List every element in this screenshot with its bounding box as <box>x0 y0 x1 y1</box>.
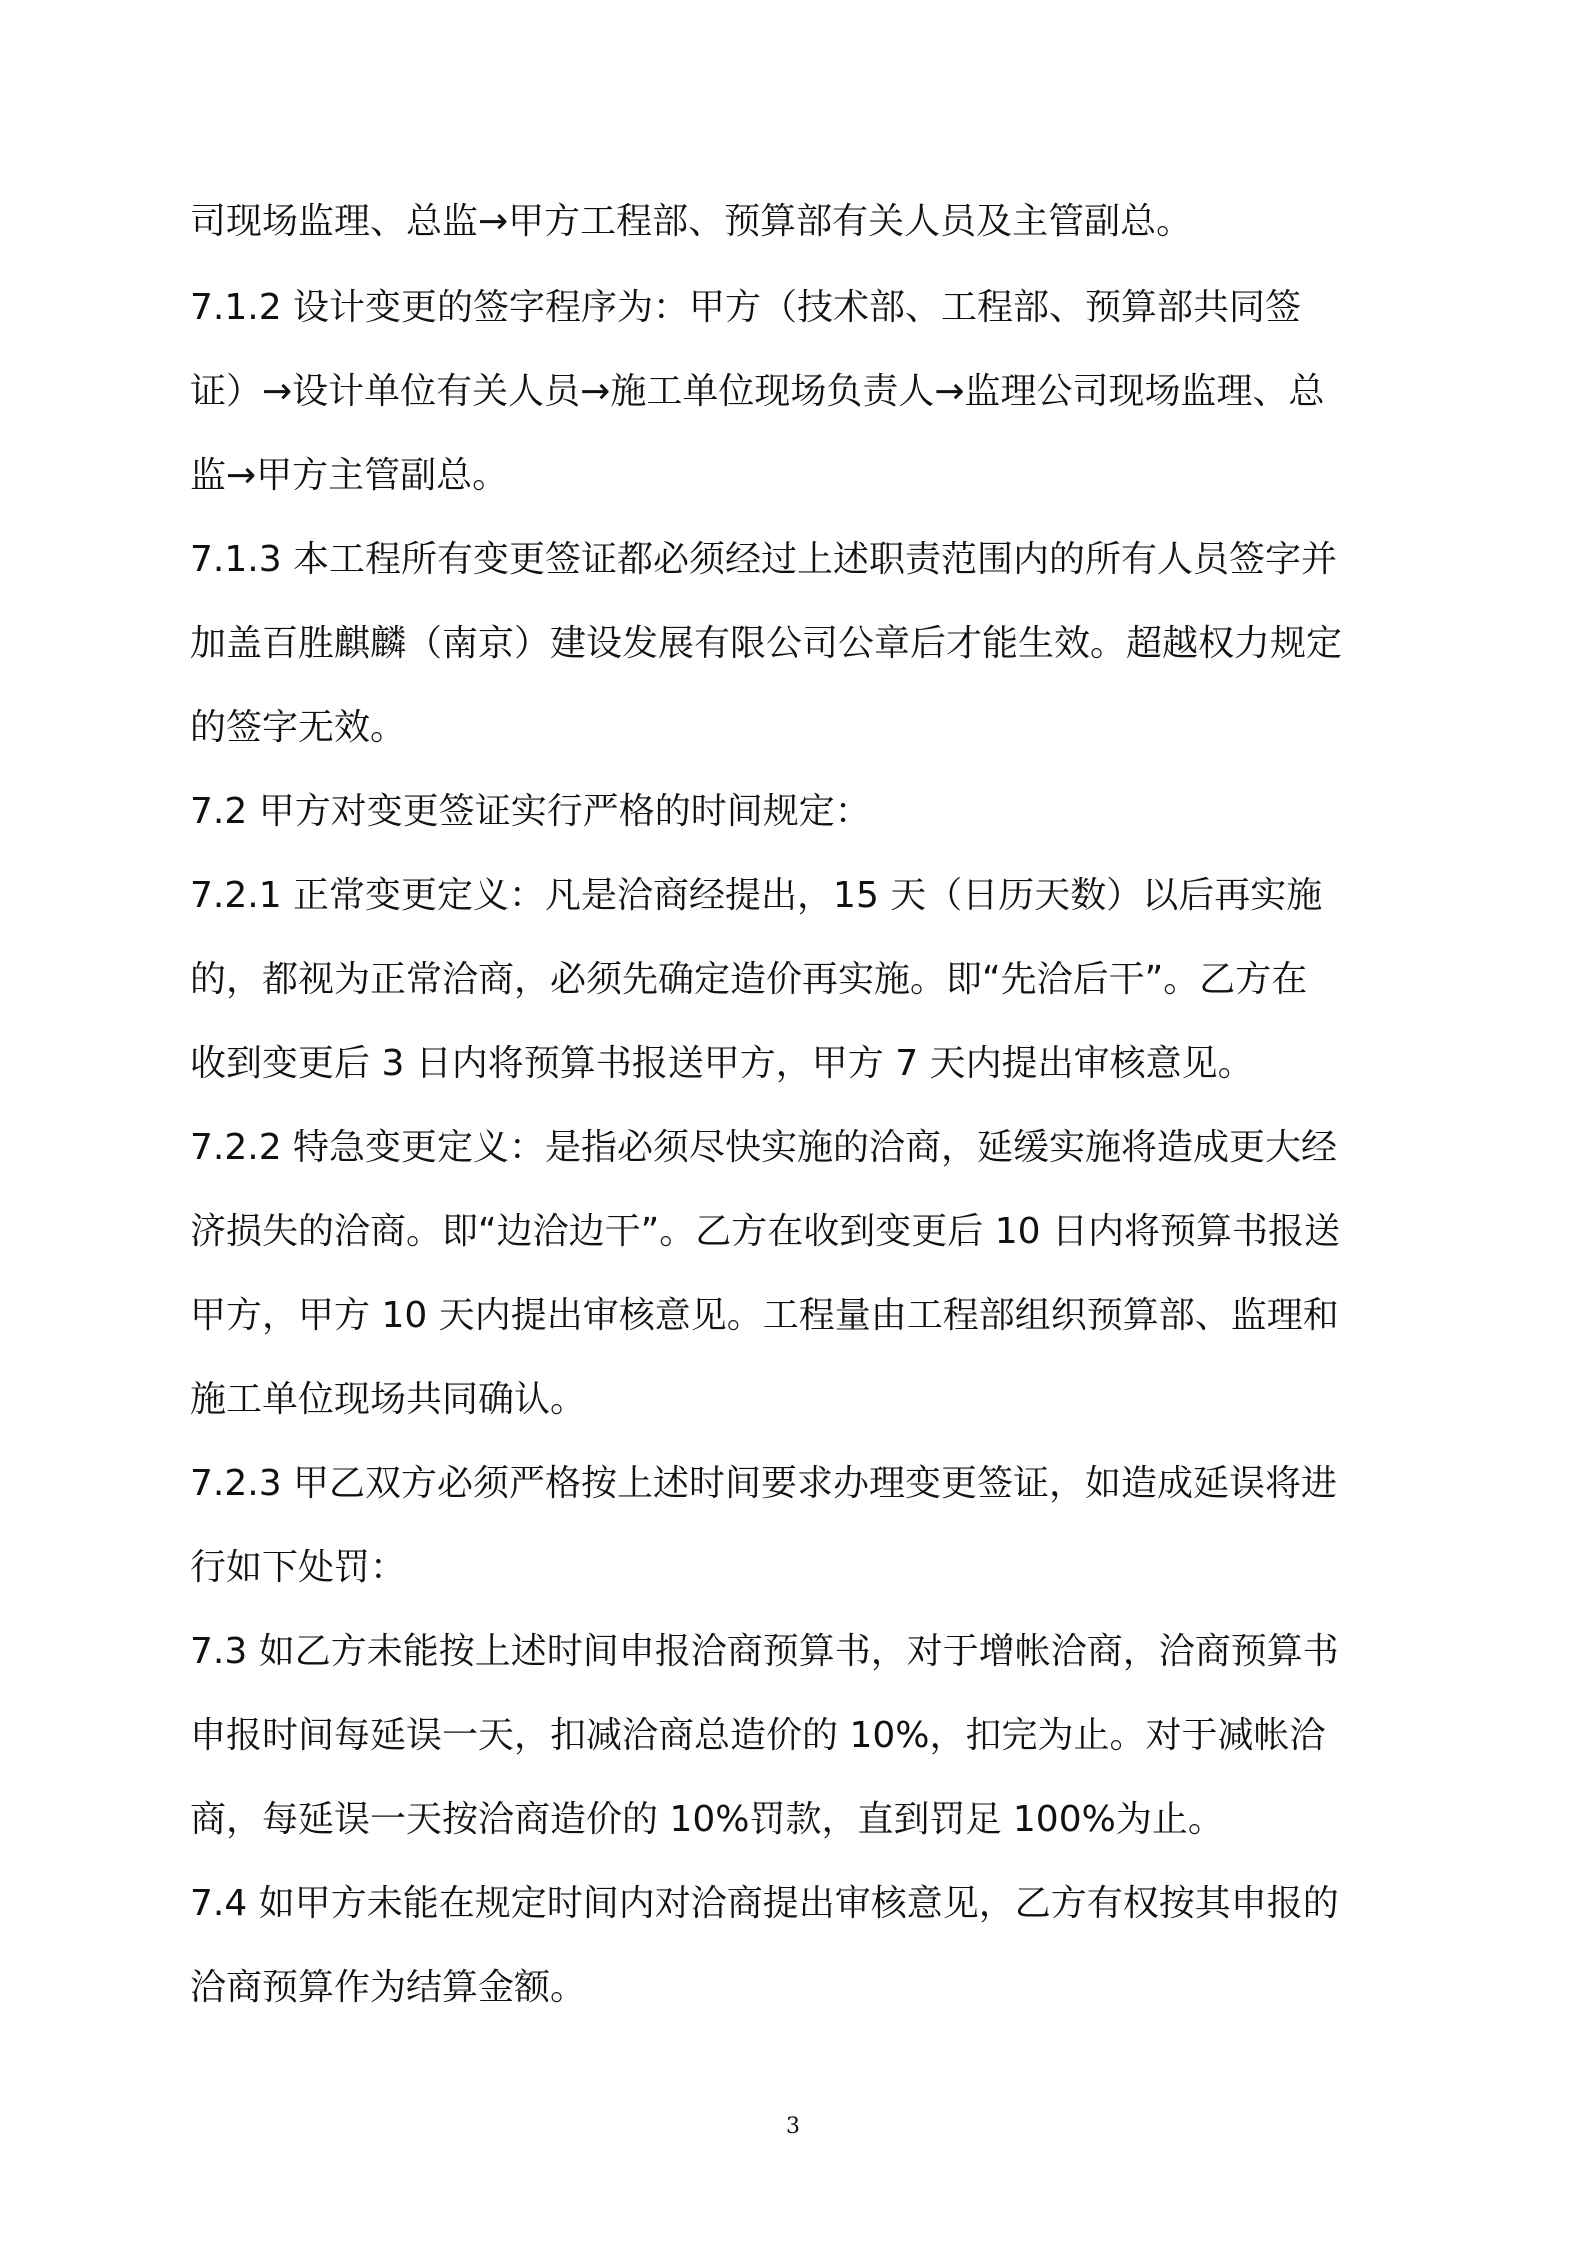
text-line-15: 施工单位现场共同确认。 <box>190 1379 587 1420</box>
text-line-9: 7.2.1 正常变更定义：凡是洽商经提出，15 天（日历天数）以后再实施 <box>190 875 1323 916</box>
text-line-8: 7.2 甲方对变更签证实行严格的时间规定： <box>190 791 871 832</box>
text-line-21: 7.4 如甲方未能在规定时间内对洽商提出审核意见，乙方有权按其申报的 <box>190 1883 1339 1924</box>
text-line-17: 行如下处罚： <box>190 1547 407 1588</box>
text-line-20: 商，每延误一天按洽商造价的 10%罚款，直到罚足 100%为止。 <box>190 1799 1224 1840</box>
text-line-7: 的签字无效。 <box>190 707 407 748</box>
text-line-11: 收到变更后 3 日内将预算书报送甲方，甲方 7 天内提出审核意见。 <box>190 1043 1254 1084</box>
text-line-14: 甲方，甲方 10 天内提出审核意见。工程量由工程部组织预算部、监理和 <box>190 1295 1339 1336</box>
text-line-22: 洽商预算作为结算金额。 <box>190 1967 587 2008</box>
text-line-3: 证）→设计单位有关人员→施工单位现场负责人→监理公司现场监理、总 <box>190 371 1325 412</box>
text-line-5: 7.1.3 本工程所有变更签证都必须经过上述职责范围内的所有人员签字并 <box>190 539 1338 580</box>
text-line-16: 7.2.3 甲乙双方必须严格按上述时间要求办理变更签证，如造成延误将进 <box>190 1463 1338 1504</box>
text-line-19: 申报时间每延误一天，扣减洽商总造价的 10%，扣完为止。对于减帐洽 <box>190 1715 1326 1756</box>
text-line-2: 7.1.2 设计变更的签字程序为：甲方（技术部、工程部、预算部共同签 <box>190 287 1302 328</box>
page-number: 3 <box>786 2114 800 2139</box>
text-line-13: 济损失的洽商。即“边洽边干”。乙方在收到变更后 10 日内将预算书报送 <box>190 1211 1340 1252</box>
text-line-10: 的，都视为正常洽商，必须先确定造价再实施。即“先洽后干”。乙方在 <box>190 959 1308 1000</box>
text-line-1: 司现场监理、总监→甲方工程部、预算部有关人员及主管副总。 <box>190 201 1193 242</box>
text-line-12: 7.2.2 特急变更定义：是指必须尽快实施的洽商，延缓实施将造成更大经 <box>190 1127 1338 1168</box>
text-line-4: 监→甲方主管副总。 <box>190 455 509 496</box>
text-line-6: 加盖百胜麒麟（南京）建设发展有限公司公章后才能生效。超越权力规定 <box>190 623 1343 664</box>
text-line-18: 7.3 如乙方未能按上述时间申报洽商预算书，对于增帐洽商，洽商预算书 <box>190 1631 1339 1672</box>
